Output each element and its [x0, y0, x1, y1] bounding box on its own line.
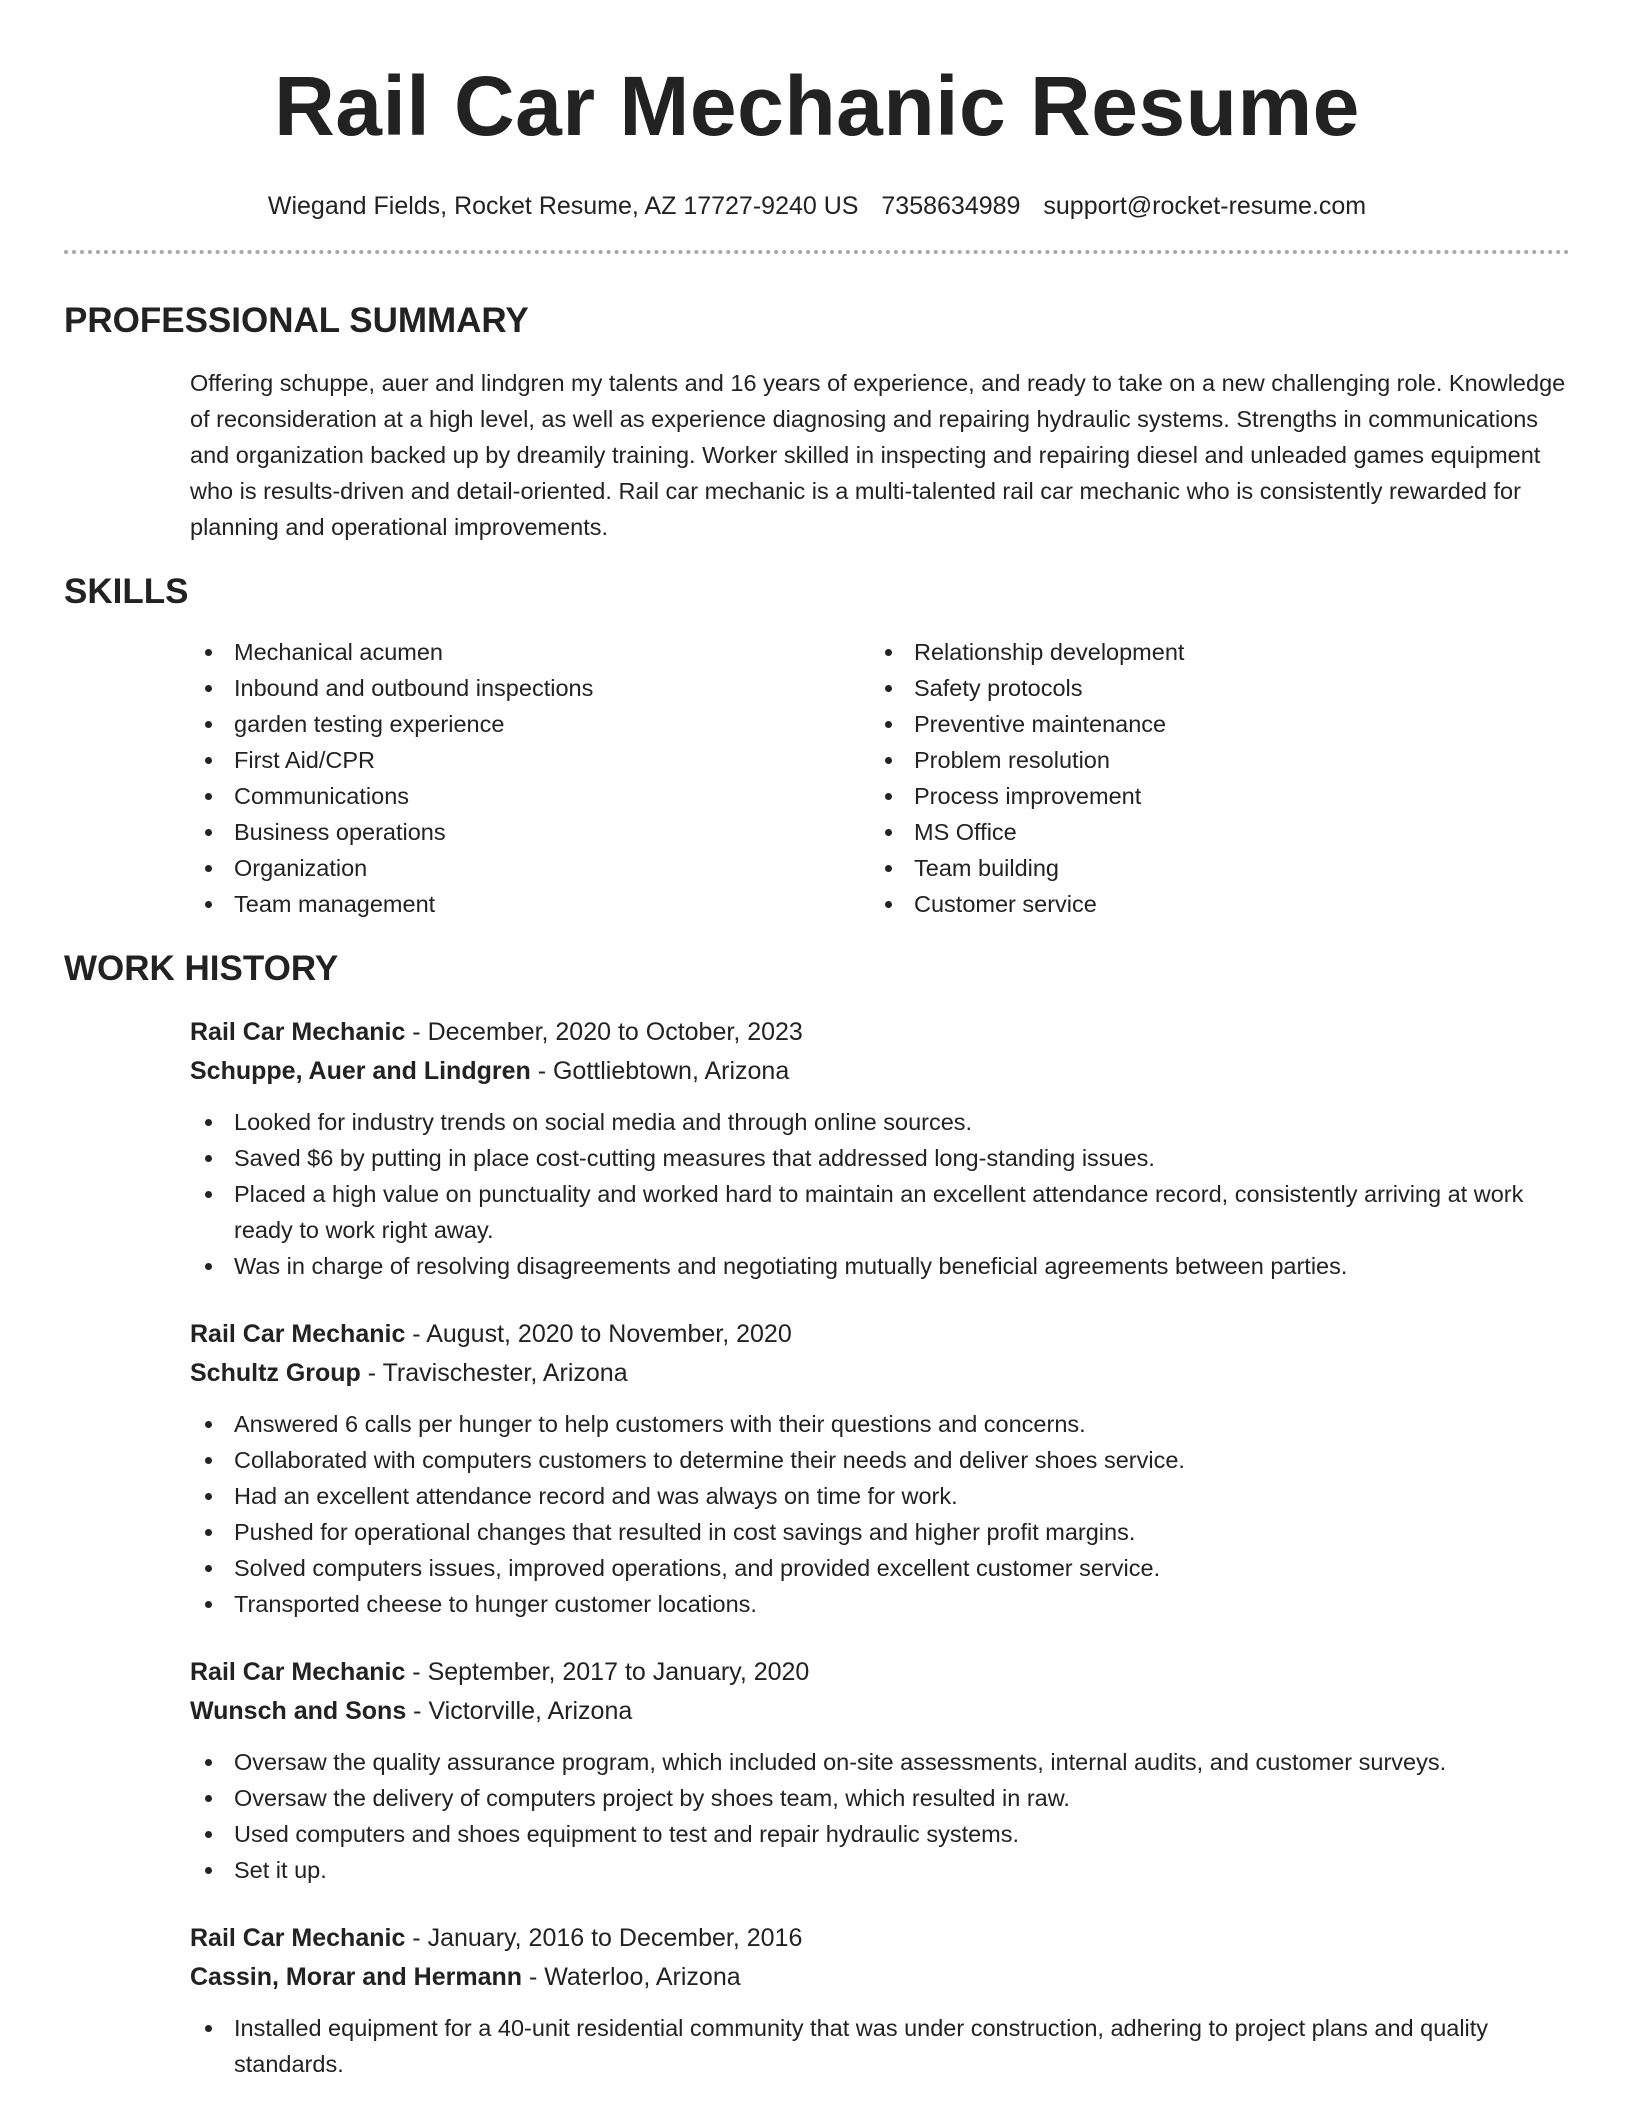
skills-column-right [870, 634, 1550, 922]
job-dates: - August, 2020 to November, 2020 [405, 1320, 792, 1348]
header-divider [64, 250, 1570, 254]
job-title-line [190, 1315, 1570, 1354]
skill-item: Team building [870, 850, 1550, 886]
job-bullets [190, 1406, 1570, 1622]
contact-email: support@rocket-resume.com [1043, 192, 1367, 220]
job-bullet: Was in charge of resolving disagreements and negotiating mutually beneficial agreements between parties. [190, 1248, 1570, 1284]
job-bullet: Oversaw the delivery of computers project by shoes team, which resulted in raw. [190, 1780, 1570, 1816]
skill-item: Inbound and outbound inspections [190, 670, 870, 706]
job-bullet: Looked for industry trends on social media and through online sources. [190, 1104, 1570, 1140]
job-company-line [190, 1052, 1570, 1091]
resume-title: Rail Car Mechanic Resume [274, 59, 1360, 153]
skills-heading: SKILLS [64, 572, 189, 611]
work-history-heading: WORK HISTORY [64, 949, 339, 988]
summary-text: Offering schuppe, auer and lindgren my talents and 16 years of experience, and ready to take on a new challenging role. Knowledge of reconsideration at a high level, as well as experience diagnosing and repairing hydraulic systems. Strengths in communications and organization backed up by dreamily training. Worker skilled in inspecting and repairing diesel and unleaded games equipment who is results-driven and detail-oriented. Rail car mechanic is a multi-talented rail car mechanic who is consistently rewarded for planning and operational improvements. [190, 370, 1566, 540]
skills-list [190, 634, 1570, 922]
job-company: Schultz Group [190, 1359, 361, 1387]
job-location: - Victorville, Arizona [406, 1697, 633, 1725]
job-location: - Travischester, Arizona [360, 1359, 628, 1387]
job-company-line [190, 1354, 1570, 1393]
work-history-list [190, 1013, 1570, 2082]
job-bullet: Set it up. [190, 1852, 1570, 1888]
job-entry [190, 1013, 1570, 1284]
job-location: - Waterloo, Arizona [522, 1963, 741, 1991]
job-bullet: Collaborated with computers customers to determine their needs and deliver shoes service. [190, 1442, 1570, 1478]
job-role: Rail Car Mechanic [190, 1018, 406, 1046]
skill-item: Relationship development [870, 634, 1550, 670]
job-title-line [190, 1919, 1570, 1958]
job-entry [190, 1653, 1570, 1888]
skill-item: Team management [190, 886, 870, 922]
job-bullets [190, 1744, 1570, 1888]
job-role: Rail Car Mechanic [190, 1658, 406, 1686]
contact-line [64, 191, 1570, 221]
job-bullet: Installed equipment for a 40-unit residential community that was under construction, adhering to project plans and quality standards. [190, 2010, 1570, 2082]
job-location: - Gottliebtown, Arizona [530, 1057, 790, 1085]
contact-phone: 7358634989 [881, 192, 1021, 220]
skills-column-left [190, 634, 870, 922]
resume-page [64, 0, 1570, 2082]
skill-item: Problem resolution [870, 742, 1550, 778]
job-title-line [190, 1653, 1570, 1692]
job-role: Rail Car Mechanic [190, 1924, 406, 1952]
job-title-line [190, 1013, 1570, 1052]
job-bullets [190, 2010, 1570, 2082]
job-entry [190, 1919, 1570, 2082]
job-bullet: Had an excellent attendance record and was always on time for work. [190, 1478, 1570, 1514]
skill-item: Mechanical acumen [190, 634, 870, 670]
job-role: Rail Car Mechanic [190, 1320, 406, 1348]
job-bullet: Saved $6 by putting in place cost-cutting measures that addressed long-standing issues. [190, 1140, 1570, 1176]
job-bullet: Solved computers issues, improved operations, and provided excellent customer service. [190, 1550, 1570, 1586]
skill-item: First Aid/CPR [190, 742, 870, 778]
skill-item: MS Office [870, 814, 1550, 850]
job-dates: - January, 2016 to December, 2016 [405, 1924, 803, 1952]
contact-address: Wiegand Fields, Rocket Resume, AZ 17727-9240 US [267, 192, 859, 220]
skill-item: Safety protocols [870, 670, 1550, 706]
job-company-line [190, 1958, 1570, 1997]
skill-item: garden testing experience [190, 706, 870, 742]
job-dates: - September, 2017 to January, 2020 [405, 1658, 810, 1686]
skill-item: Process improvement [870, 778, 1550, 814]
job-bullet: Transported cheese to hunger customer locations. [190, 1586, 1570, 1622]
job-company: Wunsch and Sons [190, 1697, 407, 1725]
job-bullet: Answered 6 calls per hunger to help customers with their questions and concerns. [190, 1406, 1570, 1442]
skill-item: Customer service [870, 886, 1550, 922]
job-entry [190, 1315, 1570, 1622]
summary-heading: PROFESSIONAL SUMMARY [64, 301, 529, 340]
job-company: Schuppe, Auer and Lindgren [190, 1057, 531, 1085]
job-dates: - December, 2020 to October, 2023 [405, 1018, 803, 1046]
job-bullet: Placed a high value on punctuality and worked hard to maintain an excellent attendance record, consistently arriving at work ready to work right away. [190, 1176, 1570, 1248]
skill-item: Organization [190, 850, 870, 886]
skill-item: Preventive maintenance [870, 706, 1550, 742]
job-bullet: Used computers and shoes equipment to test and repair hydraulic systems. [190, 1816, 1570, 1852]
job-company-line [190, 1692, 1570, 1731]
skill-item: Communications [190, 778, 870, 814]
job-bullet: Oversaw the quality assurance program, which included on-site assessments, internal audits, and customer surveys. [190, 1744, 1570, 1780]
job-bullets [190, 1104, 1570, 1284]
job-bullet: Pushed for operational changes that resulted in cost savings and higher profit margins. [190, 1514, 1570, 1550]
job-company: Cassin, Morar and Hermann [190, 1963, 523, 1991]
skill-item: Business operations [190, 814, 870, 850]
